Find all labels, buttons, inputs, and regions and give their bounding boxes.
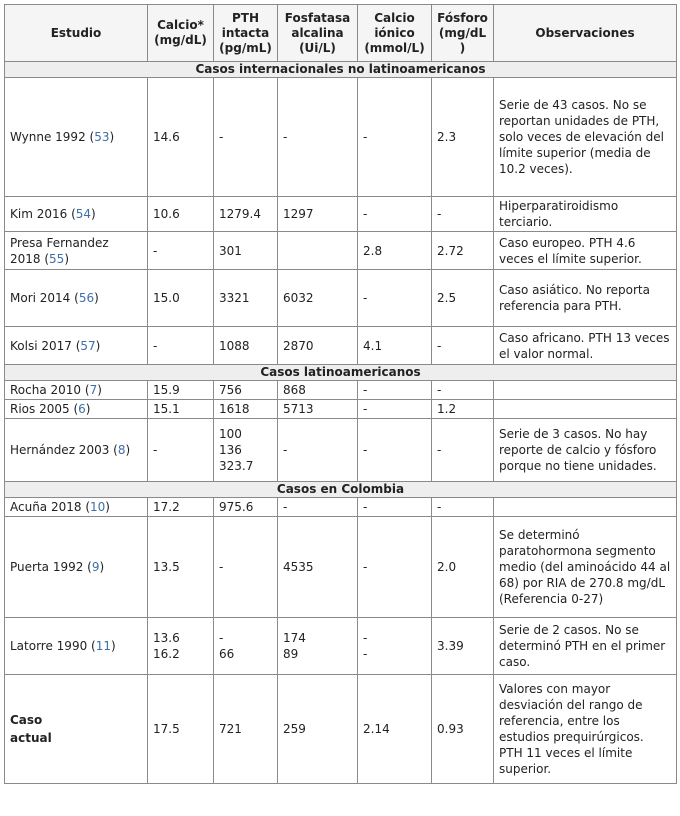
study-cell: Hernández 2003 (8) xyxy=(5,419,148,482)
table-row xyxy=(5,197,677,232)
header-cell: PTH intacta (pg/mL) xyxy=(214,5,278,62)
table-row xyxy=(5,270,677,327)
value-cell-fa: - xyxy=(278,419,358,482)
study-name: Kim 2016 xyxy=(10,207,68,221)
value-cell-fosforo: 2.3 xyxy=(432,78,494,197)
table-row xyxy=(5,327,677,365)
value-cell-pth: 1618 xyxy=(214,400,278,419)
results-table xyxy=(4,4,677,784)
observations-cell: Caso europeo. PTH 4.6 veces el límite superior. xyxy=(494,232,677,270)
observations-cell: Caso africano. PTH 13 veces el valor normal. xyxy=(494,327,677,365)
reference-link[interactable]: 11 xyxy=(95,639,111,653)
study-cell: Kolsi 2017 (57) xyxy=(5,327,148,365)
value-cell-fosforo: - xyxy=(432,327,494,365)
value-cell-fosforo: 0.93 xyxy=(432,675,494,784)
study-cell: Presa Fernandez 2018 (55) xyxy=(5,232,148,270)
value-cell-fa: 2870 xyxy=(278,327,358,365)
section-title: Casos en Colombia xyxy=(5,482,677,498)
value-cell-ci: - - xyxy=(358,618,432,675)
table-row xyxy=(5,517,677,618)
table-row xyxy=(5,498,677,517)
table-row xyxy=(5,618,677,675)
value-cell-fa xyxy=(278,232,358,270)
observations-cell: Valores con mayor desviación del rango de referencia, entre los estudios prequirúrgicos. PTH 11 veces el límite superior. xyxy=(494,675,677,784)
study-name: Hernández 2003 xyxy=(10,443,110,457)
value-cell-fa: - xyxy=(278,498,358,517)
table-row xyxy=(5,675,677,784)
value-cell-calcio: - xyxy=(148,419,214,482)
value-cell-calcio: 14.6 xyxy=(148,78,214,197)
header-cell: Fósforo (mg/dL) xyxy=(432,5,494,62)
value-cell-fa: 6032 xyxy=(278,270,358,327)
value-cell-pth: 1279.4 xyxy=(214,197,278,232)
value-cell-fosforo: - xyxy=(432,197,494,232)
reference-link[interactable]: 10 xyxy=(90,500,106,514)
study-name: Mori 2014 xyxy=(10,291,71,305)
value-cell-fa: 868 xyxy=(278,381,358,400)
value-cell-pth: 301 xyxy=(214,232,278,270)
study-name: Presa Fernandez 2018 xyxy=(10,235,109,266)
header-cell: Calcio iónico (mmol/L) xyxy=(358,5,432,62)
section-title: Casos latinoamericanos xyxy=(5,365,677,381)
value-cell-ci: - xyxy=(358,270,432,327)
value-cell-ci: - xyxy=(358,498,432,517)
value-cell-fosforo: - xyxy=(432,498,494,517)
value-cell-fosforo: 1.2 xyxy=(432,400,494,419)
section-row xyxy=(5,365,677,381)
value-cell-calcio: 15.0 xyxy=(148,270,214,327)
value-cell-pth: 1088 xyxy=(214,327,278,365)
reference-link[interactable]: 8 xyxy=(117,443,126,457)
value-cell-ci: - xyxy=(358,517,432,618)
observations-cell: Caso asiático. No reporta referencia para PTH. xyxy=(494,270,677,327)
study-cell: Kim 2016 (54) xyxy=(5,197,148,232)
value-cell-ci: - xyxy=(358,78,432,197)
value-cell-pth: 721 xyxy=(214,675,278,784)
study-name: Rios 2005 xyxy=(10,402,70,416)
table-row xyxy=(5,78,677,197)
value-cell-fosforo: 2.0 xyxy=(432,517,494,618)
value-cell-ci: 2.8 xyxy=(358,232,432,270)
value-cell-fosforo: 2.5 xyxy=(432,270,494,327)
value-cell-ci: - xyxy=(358,419,432,482)
value-cell-ci: - xyxy=(358,400,432,419)
value-cell-calcio: 15.9 xyxy=(148,381,214,400)
value-cell-fa: 1297 xyxy=(278,197,358,232)
value-cell-calcio: 17.2 xyxy=(148,498,214,517)
header-row xyxy=(5,5,677,62)
value-cell-pth: - xyxy=(214,517,278,618)
value-cell-ci: - xyxy=(358,197,432,232)
value-cell-fosforo: - xyxy=(432,381,494,400)
reference-link[interactable]: 9 xyxy=(91,560,100,574)
study-cell: Wynne 1992 (53) xyxy=(5,78,148,197)
table-row xyxy=(5,381,677,400)
reference-link[interactable]: 56 xyxy=(78,291,95,305)
value-cell-fosforo: - xyxy=(432,419,494,482)
study-cell: Rios 2005 (6) xyxy=(5,400,148,419)
study-cell: Latorre 1990 (11) xyxy=(5,618,148,675)
observations-cell xyxy=(494,381,677,400)
observations-cell: Serie de 43 casos. No se reportan unidades de PTH, solo veces de elevación del límite superior (media de 10.2 veces). xyxy=(494,78,677,197)
table-row xyxy=(5,419,677,482)
study-cell: Acuña 2018 (10) xyxy=(5,498,148,517)
study-name: Kolsi 2017 xyxy=(10,338,72,353)
value-cell-fa: - xyxy=(278,78,358,197)
value-cell-pth: 756 xyxy=(214,381,278,400)
header-cell: Estudio xyxy=(5,5,148,62)
table-row xyxy=(5,400,677,419)
observations-cell: Hiperparatiroidismo terciario. xyxy=(494,197,677,232)
study-name: Latorre 1990 xyxy=(10,639,88,653)
value-cell-pth: 100 136 323.7 xyxy=(214,419,278,482)
value-cell-fa: 4535 xyxy=(278,517,358,618)
value-cell-fosforo: 2.72 xyxy=(432,232,494,270)
value-cell-pth: - 66 xyxy=(214,618,278,675)
value-cell-calcio: 10.6 xyxy=(148,197,214,232)
value-cell-pth: 975.6 xyxy=(214,498,278,517)
value-cell-ci: 4.1 xyxy=(358,327,432,365)
study-cell: Rocha 2010 (7) xyxy=(5,381,148,400)
header-cell: Calcio* (mg/dL) xyxy=(148,5,214,62)
value-cell-pth: 3321 xyxy=(214,270,278,327)
value-cell-ci: - xyxy=(358,381,432,400)
value-cell-fa: 174 89 xyxy=(278,618,358,675)
value-cell-calcio: 13.6 16.2 xyxy=(148,618,214,675)
study-name: Wynne 1992 xyxy=(10,130,86,144)
study-name: Puerta 1992 xyxy=(10,560,84,574)
reference-link[interactable]: 53 xyxy=(94,130,110,144)
value-cell-pth: - xyxy=(214,78,278,197)
reference-link[interactable]: 57 xyxy=(80,338,96,353)
table-row xyxy=(5,232,677,270)
section-row xyxy=(5,482,677,498)
value-cell-calcio: 15.1 xyxy=(148,400,214,419)
study-name: Rocha 2010 xyxy=(10,383,82,397)
study-cell xyxy=(5,675,148,784)
section-title: Casos internacionales no latinoamericanos xyxy=(5,62,677,78)
study-name: Acuña 2018 xyxy=(10,500,82,514)
reference-link[interactable]: 54 xyxy=(75,207,92,221)
study-cell: Puerta 1992 (9) xyxy=(5,517,148,618)
reference-link[interactable]: 6 xyxy=(78,402,86,416)
observations-cell xyxy=(494,498,677,517)
study-cell: Mori 2014 (56) xyxy=(5,270,148,327)
observations-cell xyxy=(494,400,677,419)
section-row xyxy=(5,62,677,78)
value-cell-calcio: - xyxy=(148,232,214,270)
value-cell-ci: 2.14 xyxy=(358,675,432,784)
observations-cell: Se determinó paratohormona segmento medio (del aminoácido 44 al 68) por RIA de 270.8 mg/dL (Referencia 0-27) xyxy=(494,517,677,618)
observations-cell: Serie de 2 casos. No se determinó PTH en el primer caso. xyxy=(494,618,677,675)
value-cell-fa: 5713 xyxy=(278,400,358,419)
value-cell-fa: 259 xyxy=(278,675,358,784)
observations-cell: Serie de 3 casos. No hay reporte de calcio y fósforo porque no tiene unidades. xyxy=(494,419,677,482)
header-cell: Observaciones xyxy=(494,5,677,62)
study-name: Caso actual xyxy=(10,713,52,745)
reference-link[interactable]: 55 xyxy=(49,251,65,266)
value-cell-calcio: 17.5 xyxy=(148,675,214,784)
header-cell: Fosfatasa alcalina (Ui/L) xyxy=(278,5,358,62)
value-cell-calcio: - xyxy=(148,327,214,365)
reference-link[interactable]: 7 xyxy=(89,383,98,397)
value-cell-fosforo: 3.39 xyxy=(432,618,494,675)
value-cell-calcio: 13.5 xyxy=(148,517,214,618)
